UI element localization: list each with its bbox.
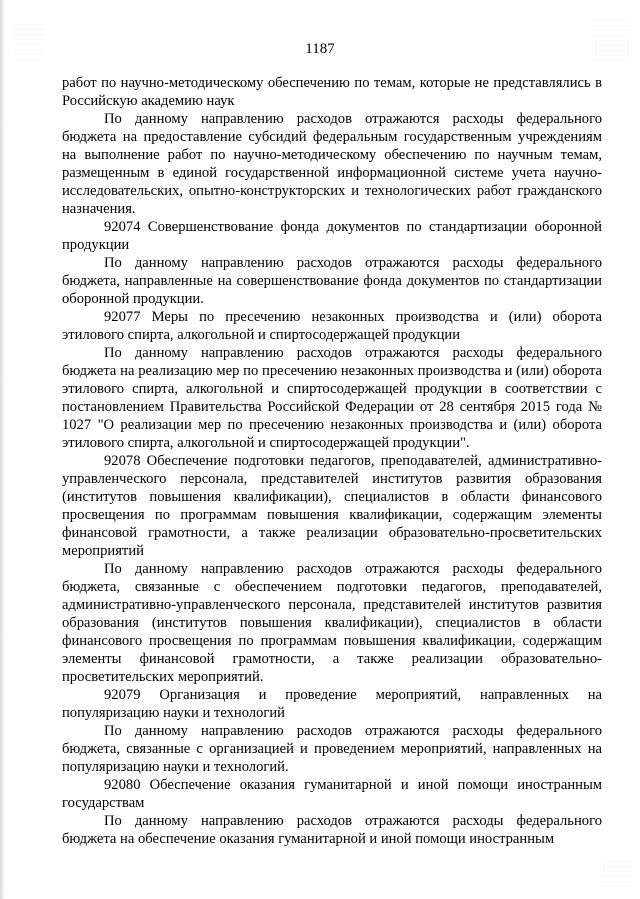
paragraph-92074-description: По данному направлению расходов отражаются расходы федерального бюджета, направленные на совершенствование фонда документов по стандартизации оборонной продукции. xyxy=(62,255,602,307)
paragraph-92079-description: По данному направлению расходов отражаются расходы федерального бюджета, связанные с организацией и проведением мероприятий, направленных на популяризацию науки и технологий. xyxy=(62,723,602,775)
paragraph-92078-description: По данному направлению расходов отражаются расходы федерального бюджета, связанные с обеспечением подготовки педагогов, преподавателей, административно-управленческого персонала, представителей институтов развития образования (институтов повышения квалификации), специалистов в области финансового просвещения по программам повышения квалификации, содержащим элементы финансовой грамотности, а также реализации образовательно-просветительских мероприятий. xyxy=(62,561,602,685)
body-text xyxy=(62,74,602,848)
heading-92077: 92077 Меры по пресечению незаконных производства и (или) оборота этилового спирта, алкогольной и спиртосодержащей продукции xyxy=(62,309,602,343)
paragraph-continued: работ по научно-методическому обеспечению по темам, которые не представлялись в Российскую академию наук xyxy=(62,75,602,109)
heading-92078: 92078 Обеспечение подготовки педагогов, преподавателей, административно-управленческого персонала, представителей институтов развития образования (институтов повышения квалификации), специалистов в области финансового просвещения по программам повышения квалификации, содержащим элементы финансовой грамотности, а также реализации образовательно-просветительских мероприятий xyxy=(62,453,602,559)
scan-edge-shadow xyxy=(0,0,5,899)
heading-92080: 92080 Обеспечение оказания гуманитарной и иной помощи иностранным государствам xyxy=(62,777,602,811)
paragraph-92073-description: По данному направлению расходов отражаются расходы федерального бюджета на предоставление субсидий федеральным государственным учреждениям на выполнение работ по научно-методическому обеспечению по научным темам, размещенным в единой государственной информационной системе учета научно-исследовательских, опытно-конструкторских и технологических работ гражданского назначения. xyxy=(62,111,602,217)
scan-noise-bottom-right xyxy=(602,859,632,889)
paragraph-92080-description: По данному направлению расходов отражаются расходы федерального бюджета на обеспечение оказания гуманитарной и иной помощи иностранным xyxy=(62,813,602,847)
page-number: 1187 xyxy=(305,41,335,57)
heading-92074: 92074 Совершенствование фонда документов по стандартизации оборонной продукции xyxy=(62,219,602,253)
heading-92079: 92079 Организация и проведение мероприятий, направленных на популяризацию науки и технологий xyxy=(62,687,602,721)
paragraph-92077-description: По данному направлению расходов отражаются расходы федерального бюджета на реализацию мер по пресечению незаконных производства и (или) оборота этилового спирта, алкогольной и спиртосодержащей продукции в соответствии с постановлением Правительства Российской Федерации от 28 сентября 2015 года № 1027 "О реализации мер по пресечению незаконных производства и (или) оборота этилового спирта, алкогольной и спиртосодержащей продукции". xyxy=(62,345,602,451)
